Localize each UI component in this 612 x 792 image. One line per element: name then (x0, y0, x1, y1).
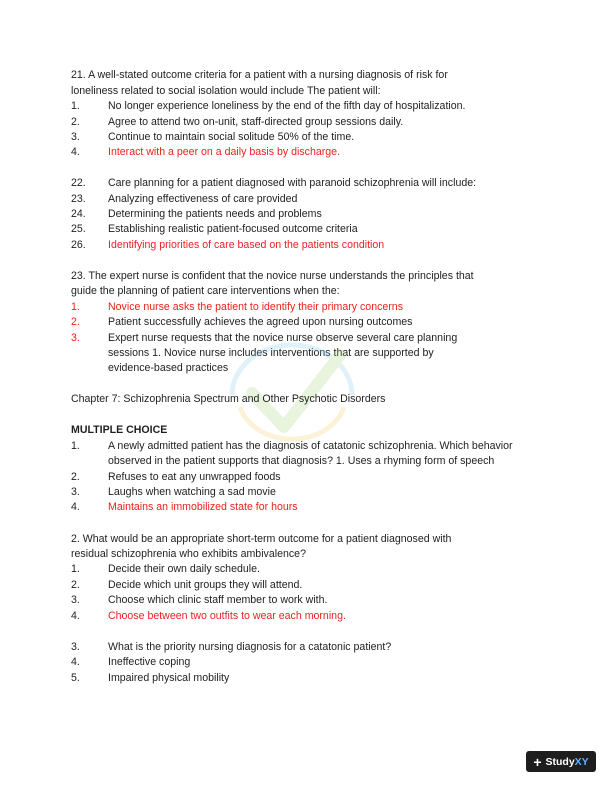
mc1-option-3-number: 3. (71, 486, 80, 498)
q21-option-3-number: 3. (71, 131, 80, 143)
q22-option-4-answer: Identifying priorities of care based on the patients condition (108, 239, 385, 251)
q22-stem: Care planning for a patient diagnosed with paranoid schizophrenia will include: (108, 177, 477, 189)
q23-option-1-number: 1. (71, 301, 80, 313)
badge-study-text: Study (545, 755, 575, 768)
mc2-option-1-number: 1. (71, 563, 80, 575)
q23-option-2: Patient successfully achieves the agreed upon nursing outcomes (108, 316, 413, 328)
q23-option-1-answer: Novice nurse asks the patient to identify their primary concerns (108, 301, 403, 313)
mc3-number: 3. (71, 641, 80, 653)
q22-option-1: Analyzing effectiveness of care provided (108, 193, 298, 205)
mc1-option-4-answer: Maintains an immobilized state for hours (108, 501, 298, 513)
mc2-stem-line-1: 2. What would be an appropriate short-term outcome for a patient diagnosed with (71, 533, 452, 545)
q23-option-3-number: 3. (71, 332, 80, 344)
q22-option-3: Establishing realistic patient-focused outcome criteria (108, 223, 358, 235)
badge-xy-text: XY (574, 755, 589, 768)
studyxy-badge[interactable] (526, 751, 596, 772)
mc2-option-4-answer: Choose between two outfits to wear each morning. (108, 610, 346, 622)
mc1-option-3: Laughs when watching a sad movie (108, 486, 276, 498)
q23-stem-line-2: guide the planning of patient care interventions when the: (71, 285, 340, 297)
q23-option-3-continuation-1: sessions 1. Novice nurse includes interventions that are supported by (108, 347, 434, 359)
mc1-number: 1. (71, 440, 80, 452)
q21-stem-line-1: 21. A well-stated outcome criteria for a patient with a nursing diagnosis of risk for (71, 69, 448, 81)
mc3-option-4: Ineffective coping (108, 656, 191, 668)
mc1-option-2: Refuses to eat any unwrapped foods (108, 471, 281, 483)
section-heading: MULTIPLE CHOICE (71, 424, 168, 436)
mc3-option-5-number: 5. (71, 672, 80, 684)
q22-option-4-number: 26. (71, 239, 86, 251)
mc3-option-4-number: 4. (71, 656, 80, 668)
mc2-option-2: Decide which unit groups they will attend. (108, 579, 303, 591)
q21-stem-line-2: loneliness related to social isolation would include The patient will: (71, 85, 381, 97)
mc2-option-2-number: 2. (71, 579, 80, 591)
mc1-option-2-number: 2. (71, 471, 80, 483)
q22-number: 22. (71, 177, 86, 189)
mc2-option-4-number: 4. (71, 610, 80, 622)
mc1-stem-line-2: observed in the patient supports that diagnosis? 1. Uses a rhyming form of speech (108, 455, 495, 467)
q23-option-3-continuation-2: evidence-based practices (108, 362, 229, 374)
q21-option-1-number: 1. (71, 100, 80, 112)
mc1-option-4-number: 4. (71, 501, 80, 513)
q21-option-2: Agree to attend two on-unit, staff-directed group sessions daily. (108, 116, 404, 128)
mc2-option-1: Decide their own daily schedule. (108, 563, 260, 575)
q21-option-4-answer: Interact with a peer on a daily basis by discharge. (108, 146, 341, 158)
q22-option-1-number: 23. (71, 193, 86, 205)
q22-option-2: Determining the patients needs and problems (108, 208, 322, 220)
mc1-stem-line-1: A newly admitted patient has the diagnosis of catatonic schizophrenia. Which behavior (108, 440, 513, 452)
q21-option-4-number: 4. (71, 146, 80, 158)
chapter-title: Chapter 7: Schizophrenia Spectrum and Other Psychotic Disorders (71, 393, 386, 405)
mc3-option-5: Impaired physical mobility (108, 672, 230, 684)
plus-icon: + (533, 753, 542, 770)
q23-option-3: Expert nurse requests that the novice nurse observe several care planning (108, 332, 458, 344)
mc3-stem: What is the priority nursing diagnosis for a catatonic patient? (108, 641, 392, 653)
q23-option-2-number: 2. (71, 316, 80, 328)
mc2-option-3-number: 3. (71, 594, 80, 606)
q22-option-3-number: 25. (71, 223, 86, 235)
q21-option-2-number: 2. (71, 116, 80, 128)
q21-option-1: No longer experience loneliness by the end of the fifth day of hospitalization. (108, 100, 466, 112)
mc2-option-3: Choose which clinic staff member to work with. (108, 594, 328, 606)
q21-option-3: Continue to maintain social solitude 50% of the time. (108, 131, 355, 143)
q22-option-2-number: 24. (71, 208, 86, 220)
q23-stem-line-1: 23. The expert nurse is confident that the novice nurse understands the principles that (71, 270, 474, 282)
mc2-stem-line-2: residual schizophrenia who exhibits ambivalence? (71, 548, 306, 560)
